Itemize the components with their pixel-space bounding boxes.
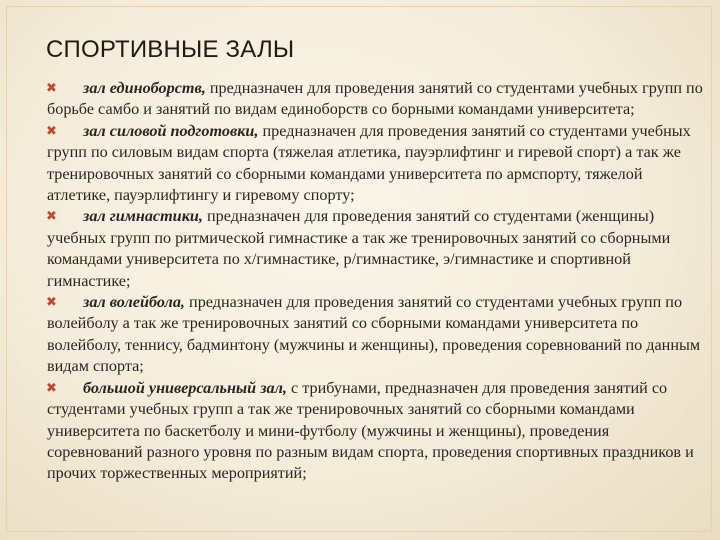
x-mark-icon: ✖	[46, 380, 57, 396]
x-mark-icon: ✖	[46, 295, 57, 311]
hall-name: большой универсальный зал,	[83, 378, 287, 397]
x-mark-icon: ✖	[46, 123, 57, 139]
hall-description: предназначен для проведения занятий со студентами учебных групп по волейболу а так же тренировочных занятий со сборными командами университета по волейболу, теннису, бадминтону (мужчины и женщины), проведения соревнований по данным видам спорта;	[47, 293, 701, 376]
bullet-list	[47, 78, 703, 485]
hall-name: зал гимнастики,	[83, 207, 203, 226]
hall-name: зал волейбола,	[83, 293, 185, 312]
list-item	[47, 292, 703, 378]
list-item	[47, 378, 703, 485]
hall-description: с трибунами, предназначен для проведения занятий со студентами учебных групп а так же тренировочных занятий со сборными командами университета по баскетболу и мини-футболу (мужчины и женщины), проведения соревнований разного уровня по разным видам спорта, проведения спортивных праздников и прочих торжественных мероприятий;	[47, 378, 694, 483]
hall-description: предназначен для проведения занятий со студентами учебных групп по борьбе самбо и занятий по видам единоборств со борными командами университета;	[47, 79, 703, 119]
list-item	[47, 78, 703, 121]
x-mark-icon: ✖	[46, 81, 57, 96]
hall-name: зал единоборств,	[83, 79, 206, 97]
hall-description: предназначен для проведения занятий со студентами (женщины) учебных групп по ритмической гимнастике а так же тренировочных занятий со сборными командами университета по х/гимнастике, р/гимнастике, э/гимнастике и спортивной гимнастике;	[47, 207, 671, 290]
hall-name: зал силовой подготовки,	[83, 121, 259, 140]
hall-description: предназначен для проведения занятий со студентами учебных групп по силовым видам спорта (тяжелая атлетика, пауэрлифтинг и гиревой спорт) а так же тренировочных занятий со сборными командами университета по армспорту, тяжелой атлетике, пауэрлифтингу и гиревому спорту;	[47, 121, 691, 205]
x-mark-icon: ✖	[46, 209, 57, 225]
slide-title: СПОРТИВНЫЕ ЗАЛЫ	[46, 36, 295, 63]
list-item	[47, 121, 703, 207]
list-item	[47, 206, 703, 292]
